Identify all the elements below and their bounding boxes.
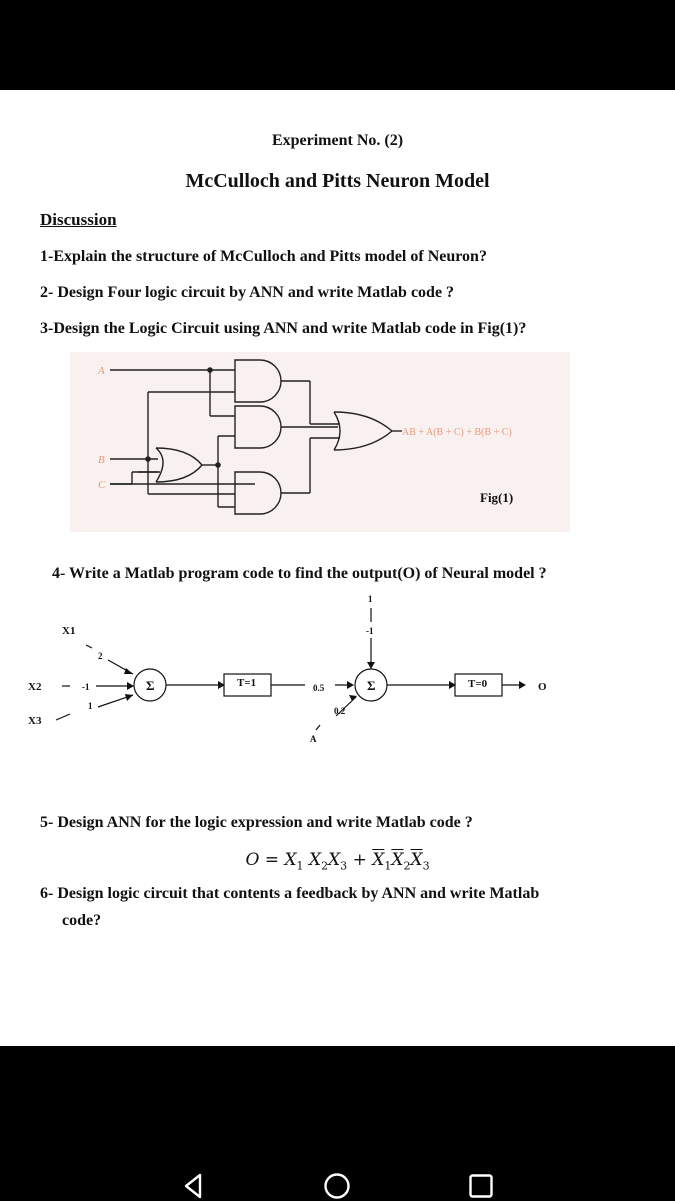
logic-circuit-figure: [70, 352, 570, 532]
formula-sub-1: 1: [296, 859, 304, 873]
bias-weight: -1: [366, 626, 374, 636]
formula-x1: X: [284, 850, 297, 870]
back-icon[interactable]: [178, 1171, 208, 1201]
x3-label: X3: [28, 715, 42, 727]
formula-plus: +: [352, 850, 367, 870]
x1-label: X1: [62, 625, 76, 637]
recents-icon[interactable]: [466, 1171, 496, 1201]
formula-sub-2: 2: [321, 859, 329, 873]
weight-a: 0.5: [313, 683, 325, 693]
output-label: O: [538, 681, 547, 693]
formula-sub-3: 3: [340, 859, 348, 873]
formula-x3: X: [328, 850, 341, 870]
formula-sub-2-bar: 2: [403, 859, 411, 873]
home-icon[interactable]: [322, 1171, 352, 1201]
x2-label: X2: [28, 681, 42, 693]
question-3: 3-Design the Logic Circuit using ANN and write Matlab code in Fig(1)?: [40, 320, 527, 337]
status-bar: [0, 0, 675, 90]
logic-circuit-diagram: [70, 352, 570, 532]
question-5: 5- Design ANN for the logic expression and write Matlab code ?: [40, 814, 473, 831]
input-b-label: B: [98, 454, 105, 466]
a-label: A: [310, 734, 317, 744]
formula-x1-bar: $\overline{X}$: [372, 850, 385, 870]
weight-1: 2: [98, 651, 103, 661]
navigation-bar: [0, 1046, 675, 1200]
output-expression: AB + A(B + C) + B(B + C): [402, 427, 512, 438]
experiment-title: Experiment No. (2): [271, 132, 404, 149]
neural-model-diagram: [0, 590, 675, 805]
threshold-2: T=0: [468, 678, 488, 690]
formula-equals: =: [264, 850, 280, 870]
input-c-label: C: [98, 479, 106, 491]
main-title: McCulloch and Pitts Neuron Model: [185, 170, 490, 192]
formula-sub-1-bar: 1: [384, 859, 392, 873]
question-6-line-2: code?: [62, 912, 102, 929]
formula-x2: X: [308, 850, 322, 870]
weight-a-2: 0.2: [334, 706, 346, 716]
sum-node-1: Σ: [146, 678, 155, 693]
weight-3: 1: [88, 701, 93, 711]
sum-node-2: Σ: [367, 678, 376, 693]
formula-x2-bar: $\overline{X}$: [391, 850, 404, 870]
question-2: 2- Design Four logic circuit by ANN and write Matlab code ?: [40, 284, 455, 301]
question-4: 4- Write a Matlab program code to find the output(O) of Neural model ?: [52, 565, 547, 582]
discussion-heading: Discussion: [40, 210, 117, 229]
input-a-label: A: [98, 365, 105, 377]
bias-input: 1: [368, 594, 373, 604]
formula-x3-bar: $\overline{X}$: [410, 850, 423, 870]
logic-expression: [0, 850, 675, 872]
formula-lhs: O: [245, 850, 260, 870]
weight-2: -1: [82, 682, 90, 692]
question-1: 1-Explain the structure of McCulloch and Pitts model of Neuron?: [40, 248, 487, 265]
threshold-1: T=1: [237, 677, 257, 689]
question-6-line-1: 6- Design logic circuit that contents a feedback by ANN and write Matlab: [40, 885, 540, 902]
figure-caption: Fig(1): [480, 490, 514, 505]
document-page: [0, 90, 675, 1046]
formula-sub-3-bar: 3: [422, 859, 430, 873]
